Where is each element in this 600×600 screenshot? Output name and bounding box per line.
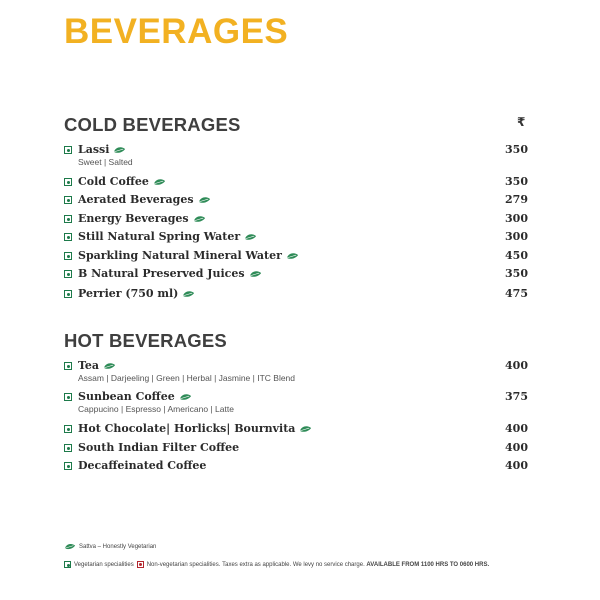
- item-price: 400: [505, 441, 528, 454]
- sattva-leaf-icon: [249, 270, 262, 278]
- sattva-leaf-icon: [182, 290, 195, 298]
- menu-item-still-spring-water: [64, 230, 528, 246]
- item-price: 279: [505, 193, 528, 206]
- menu-item-hot-chocolate: [64, 422, 528, 438]
- item-options: Sweet | Salted: [78, 157, 133, 167]
- sattva-footnote: [64, 543, 156, 550]
- item-options: Cappucino | Espresso | Americano | Latte: [78, 404, 234, 414]
- item-price: 350: [505, 267, 528, 280]
- item-price: 400: [505, 459, 528, 472]
- hours-note: AVAILABLE FROM 1100 HRS TO 0600 HRS.: [366, 561, 490, 568]
- veg-mark-icon: [64, 233, 72, 241]
- section-heading-cold: COLD BEVERAGES: [64, 114, 241, 135]
- item-name: Aerated Beverages: [78, 193, 194, 206]
- item-options: Assam | Darjeeling | Green | Herbal | Jasmine | ITC Blend: [78, 373, 296, 383]
- veg-mark-icon: [64, 425, 72, 433]
- sattva-leaf-icon: [299, 425, 312, 433]
- sattva-leaf-icon: [198, 196, 211, 204]
- item-price: 300: [505, 212, 528, 225]
- veg-mark-icon: [64, 270, 72, 278]
- item-name: Perrier (750 ml): [78, 287, 179, 300]
- item-price: 475: [505, 287, 528, 300]
- veg-mark-icon: [64, 393, 72, 401]
- menu-item-cold-coffee: [64, 175, 528, 191]
- sattva-leaf-icon: [179, 393, 192, 401]
- menu-item-perrier: [64, 287, 528, 303]
- sattva-leaf-icon: [193, 215, 206, 223]
- item-price: 450: [505, 249, 528, 262]
- menu-item-decaf-coffee: [64, 459, 528, 475]
- veg-mark-icon: [64, 178, 72, 186]
- menu-item-energy-beverages: [64, 212, 528, 228]
- item-name: Hot Chocolate| Horlicks| Bournvita: [78, 422, 296, 435]
- item-price: 350: [505, 143, 528, 156]
- item-name: Decaffeinated Coffee: [78, 459, 207, 472]
- veg-mark-icon: [64, 290, 72, 298]
- item-name: South Indian Filter Coffee: [78, 441, 240, 454]
- veg-mark-icon: [64, 462, 72, 470]
- veg-mark-icon: [64, 444, 72, 452]
- item-price: 350: [505, 175, 528, 188]
- item-name: Sparkling Natural Mineral Water: [78, 249, 282, 262]
- item-price: 400: [505, 359, 528, 372]
- veg-legend: Vegetarian specialities: [74, 561, 134, 568]
- item-name: Lassi: [78, 143, 110, 156]
- menu-item-sunbean-coffee: [64, 390, 528, 414]
- sattva-note: Sattva – Honestly Vegetarian: [79, 543, 157, 550]
- page-title: BEVERAGES: [64, 12, 289, 51]
- sattva-leaf-icon: [113, 146, 126, 154]
- item-name: Tea: [78, 359, 100, 372]
- currency-symbol: ₹: [517, 115, 526, 129]
- item-price: 300: [505, 230, 528, 243]
- veg-mark-icon: [64, 146, 72, 154]
- legend-footnote: [64, 561, 489, 568]
- veg-mark-icon: [64, 362, 72, 370]
- menu-item-b-natural-juices: [64, 267, 528, 283]
- sattva-leaf-icon: [103, 362, 116, 370]
- item-price: 375: [505, 390, 528, 403]
- menu-item-sparkling-mineral-water: [64, 249, 528, 265]
- item-name: Still Natural Spring Water: [78, 230, 241, 243]
- veg-mark-icon: [64, 252, 72, 260]
- veg-mark-icon: [64, 215, 72, 223]
- item-name: Energy Beverages: [78, 212, 189, 225]
- taxes-note: Taxes extra as applicable. We levy no service charge.: [222, 561, 365, 568]
- sattva-leaf-icon: [153, 178, 166, 186]
- nonveg-legend: Non-vegetarian specialities.: [146, 561, 221, 568]
- menu-item-filter-coffee: [64, 441, 528, 457]
- sattva-leaf-icon: [244, 233, 257, 241]
- menu-item-aerated-beverages: [64, 193, 528, 209]
- veg-mark-icon: [64, 561, 71, 568]
- veg-mark-icon: [64, 196, 72, 204]
- sattva-leaf-icon: [64, 543, 76, 550]
- item-price: 400: [505, 422, 528, 435]
- item-name: B Natural Preserved Juices: [78, 267, 245, 280]
- item-name: Cold Coffee: [78, 175, 149, 188]
- menu-item-tea: [64, 359, 528, 383]
- sattva-leaf-icon: [286, 252, 299, 260]
- menu-item-lassi: [64, 143, 528, 167]
- section-heading-hot: HOT BEVERAGES: [64, 330, 227, 351]
- item-name: Sunbean Coffee: [78, 390, 175, 403]
- nonveg-mark-icon: [137, 561, 144, 568]
